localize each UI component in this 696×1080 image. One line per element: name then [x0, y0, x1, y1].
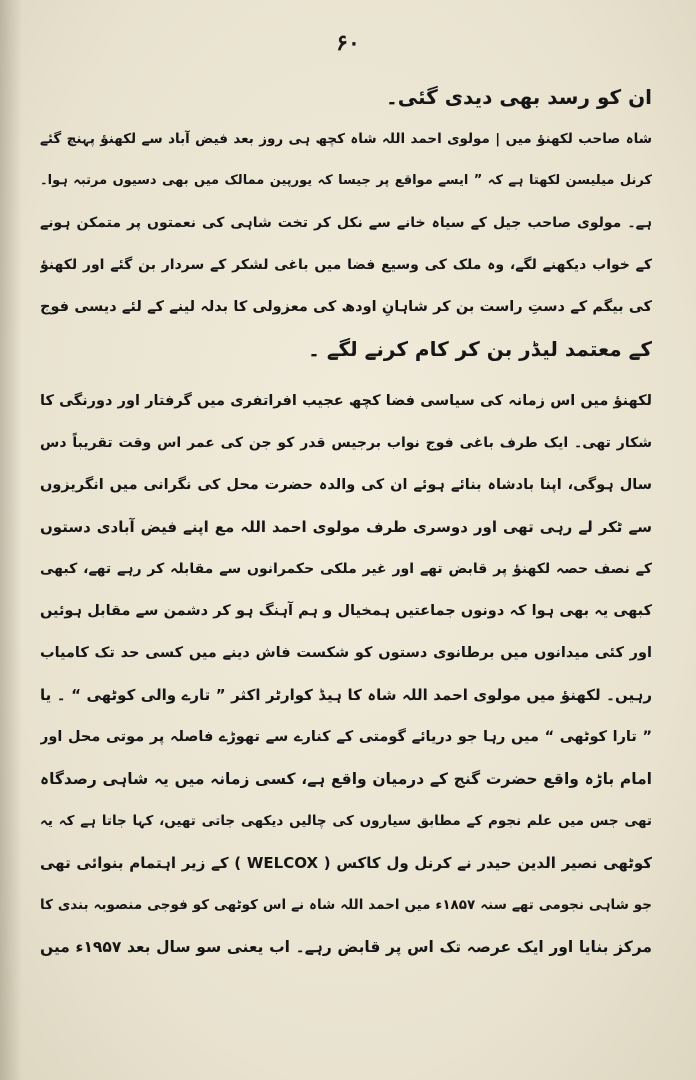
text-line: ان کو رسد بھی دیدی گئی۔: [386, 85, 652, 109]
text-line: امام باڑہ واقع حضرت گنج کے درمیان واقع ہے، کسی زمانہ میں یہ شاہی رصدگاہ: [40, 770, 652, 788]
text-line: کوٹھی نصیر الدین حیدر نے کرنل ول کاکس ( WELCOX ) کے زیر اہتمام بنوائی تھی: [40, 854, 652, 872]
text-line: کبھی یہ بھی ہوا کہ دونوں جماعتیں ہمخیال و ہم آہنگ ہو کر دشمن سے مقابل ہوئیں: [40, 603, 652, 619]
text-line-with-side-heading: شاہ صاحب لکھنؤ میں | مولوی احمد اللہ شاہ کچھ ہی روز بعد فیض آباد سے لکھنؤ پہنچ گئے: [40, 131, 652, 147]
text-line: اور کئی میدانوں میں برطانوی دستوں کو شکست فاش دینے میں کسی حد تک کامیاب: [40, 645, 652, 661]
text-line: مرکز بنایا اور ایک عرصہ تک اس پر قابض رہے۔ اب یعنی سو سال بعد ۱۹۵۷ء میں: [40, 938, 652, 956]
text-line: شکار تھی۔ ایک طرف باغی فوج نواب برجیس قدر کو جن کی عمر اس وقت تقریباً دس: [40, 435, 652, 451]
body-text: [40, 76, 652, 968]
text-line: سال ہوگی، اپنا بادشاہ بنائے ہوئے ان کی والدہ حضرت محل کی نگرانی میں انگریزوں: [40, 477, 652, 493]
text-line: کرنل میلیسن لکھتا ہے کہ ” ایسے مواقع پر جیسا کہ یورپین ممالک میں بھی دسیوں مرتبہ ہوا۔: [40, 173, 652, 188]
text-line: کے نصف حصہ لکھنؤ پر قابض تھے اور غیر ملکی حکمرانوں سے مقابلہ کر رہے تھے، کبھی: [40, 561, 652, 577]
text-line: کے معتمد لیڈر بن کر کام کرنے لگے ۔: [308, 337, 652, 361]
text-line: ” تارا کوٹھی “ میں رہا جو دریائے گومتی کے کنارے سے تھوڑے فاصلہ پر موتی محل اور: [40, 729, 652, 745]
text-line: سے ٹکر لے رہی تھی اور دوسری طرف مولوی احمد اللہ مع اپنے فیض آبادی دستوں: [40, 518, 652, 536]
text-line: ہے۔ مولوی صاحب جیل کے سیاہ خانے سے نکل کر تخت شاہی کی نعمتوں پر متمکن ہونے: [40, 215, 652, 231]
page-number: ۶۰: [336, 30, 360, 56]
text-line: جو شاہی نجومی تھے سنہ ۱۸۵۷ء میں احمد اللہ شاہ نے اس کوٹھی کو فوجی منصوبہ بندی کا: [40, 897, 652, 913]
page-gutter-shadow: [0, 0, 22, 1080]
text-line: تھی جس میں علم نجوم کے مطابق سیاروں کی چالیں دیکھی جاتی تھیں، کہا جاتا ہے کہ یہ: [40, 813, 652, 829]
text-line: کی بیگم کے دستِ راست بن کر شاہانِ اودھ کی معزولی کا بدلہ لینے کے لئے دیسی فوج: [40, 299, 652, 315]
text-line: کے خواب دیکھنے لگے، وہ ملک کی وسیع فضا میں باغی لشکر کے سردار بن گئے اور لکھنؤ: [40, 257, 652, 273]
text-line: لکھنؤ میں اس زمانہ کی سیاسی فضا کچھ عجیب افراتفری میں گرفتار اور دورنگی کا: [40, 393, 652, 409]
text-line: رہیں۔ لکھنؤ میں مولوی احمد اللہ شاہ کا ہیڈ کوارٹر اکثر ” تارے والی کوٹھی “ ۔ یا: [40, 686, 652, 704]
